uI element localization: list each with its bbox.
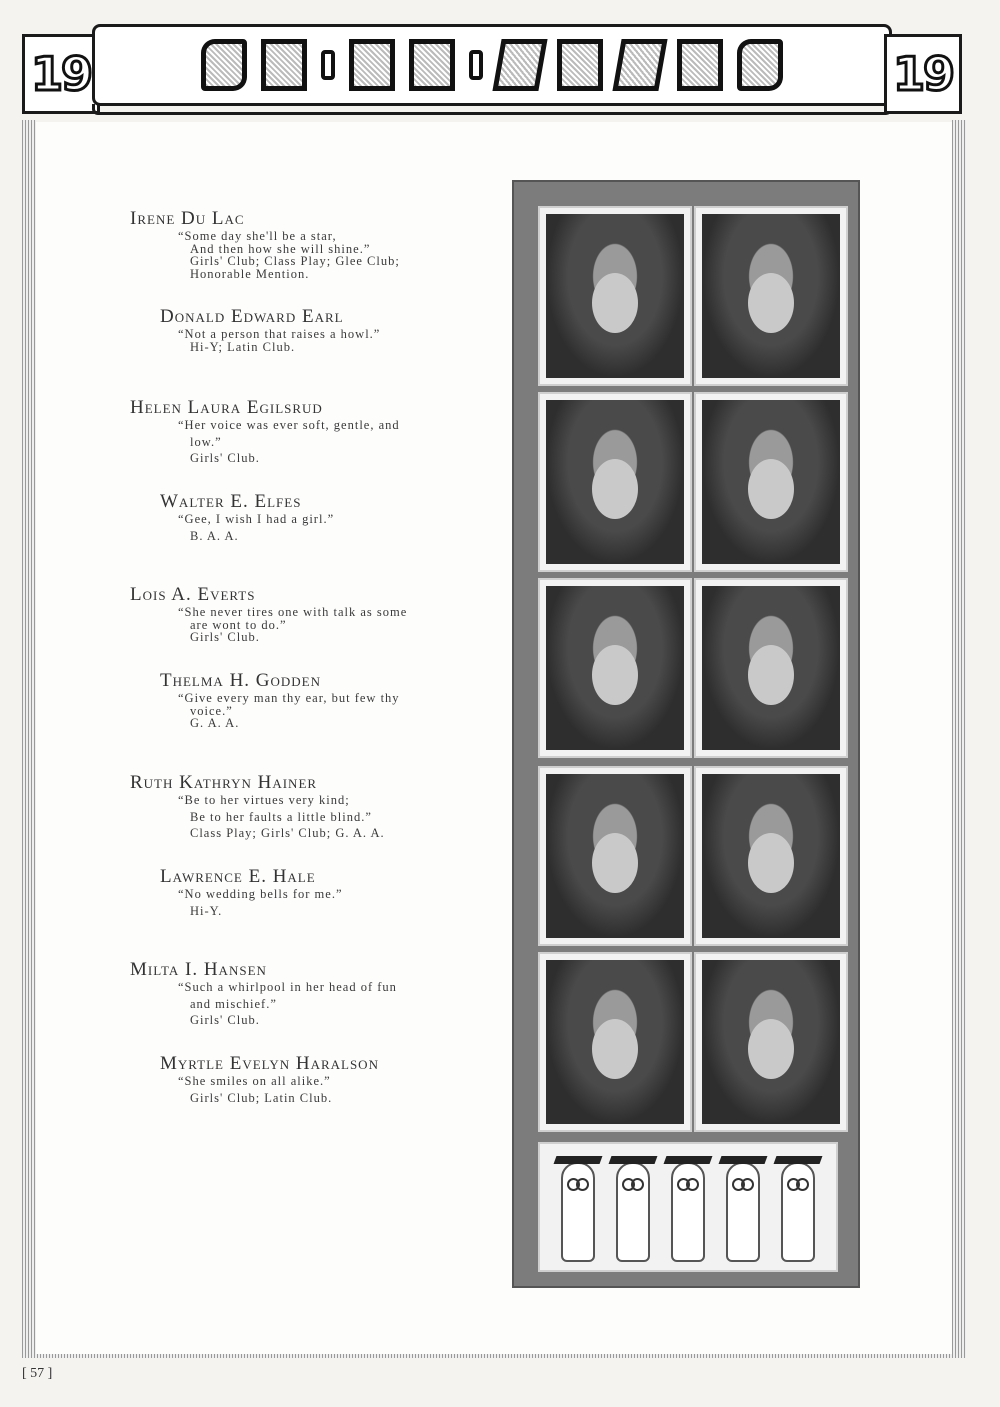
student-name: Lawrence E. Hale	[160, 866, 316, 887]
student-photo	[538, 578, 692, 758]
title-glyph	[409, 39, 455, 91]
bio-line: “No wedding bells for me.”	[178, 887, 343, 901]
student-name: Irene Du Lac	[130, 208, 245, 229]
student-entry	[130, 959, 480, 1027]
title-glyph	[677, 39, 723, 91]
student-entry	[160, 306, 510, 353]
student-photo	[694, 578, 848, 758]
student-photo	[538, 766, 692, 946]
student-name: Walter E. Elfes	[160, 491, 302, 512]
student-name: Milta I. Hansen	[130, 959, 267, 980]
title-glyph	[557, 39, 603, 91]
owl-icon	[781, 1162, 815, 1262]
student-entry	[130, 397, 480, 465]
student-name: Donald Edward Earl	[160, 306, 344, 327]
bio-line: “Her voice was ever soft, gentle, and	[178, 418, 400, 432]
student-bio	[178, 692, 468, 730]
bio-line: “Not a person that raises a howl.”	[178, 327, 381, 341]
student-entry	[160, 670, 510, 730]
student-bio	[178, 1075, 468, 1104]
owl-icon	[671, 1162, 705, 1262]
owl-icon	[561, 1162, 595, 1262]
bio-line: “Gee, I wish I had a girl.”	[178, 512, 335, 526]
bio-line: Girls' Club.	[190, 1013, 260, 1027]
student-bio	[178, 328, 468, 353]
title-glyph	[201, 39, 247, 91]
student-entry	[130, 772, 480, 840]
title-glyph	[321, 50, 335, 80]
owl-icon	[726, 1162, 760, 1262]
student-bio	[178, 981, 468, 1027]
bio-line: Hi-Y.	[190, 903, 223, 918]
bio-line: voice.”	[190, 703, 233, 718]
student-entry	[160, 491, 510, 542]
student-bio	[178, 230, 468, 280]
owl-illustration	[538, 1142, 838, 1272]
student-bio	[178, 606, 468, 644]
bio-line: Girls' Club; Latin Club.	[190, 1090, 333, 1105]
student-photo	[538, 392, 692, 572]
owl-icon	[616, 1162, 650, 1262]
bio-line: Be to her faults a little blind.”	[190, 809, 372, 824]
bio-line: Girls' Club.	[190, 630, 260, 644]
title-glyph	[612, 39, 667, 91]
bio-line: B. A. A.	[190, 528, 239, 543]
title-glyph	[492, 39, 547, 91]
student-photo	[538, 206, 692, 386]
bio-line: “Such a whirlpool in her head of fun	[178, 980, 397, 994]
student-bio	[178, 888, 468, 917]
title-glyph	[469, 50, 483, 80]
student-bio	[178, 513, 468, 542]
bio-line: and mischief.”	[190, 996, 277, 1011]
student-bio	[178, 419, 468, 465]
bio-line: Girls' Club.	[190, 451, 260, 465]
bio-line: Honorable Mention.	[190, 266, 310, 281]
student-name: Thelma H. Godden	[160, 670, 322, 691]
bio-line: “Some day she'll be a star,	[178, 229, 337, 243]
student-photo	[694, 206, 848, 386]
bio-line: “She smiles on all alike.”	[178, 1074, 331, 1088]
bio-line: Hi-Y; Latin Club.	[190, 339, 296, 354]
bio-line: low.”	[190, 434, 222, 449]
student-entry	[130, 584, 480, 644]
bio-line: are wont to do.”	[190, 617, 287, 632]
photo-panel	[512, 180, 860, 1288]
bio-line: Class Play; Girls' Club; G. A. A.	[190, 826, 385, 840]
student-name: Ruth Kathryn Hainer	[130, 772, 318, 793]
student-name: Helen Laura Egilsrud	[130, 397, 323, 418]
year-right-text: 19	[892, 47, 953, 101]
student-photo	[694, 392, 848, 572]
title-glyph	[349, 39, 395, 91]
student-photo	[694, 766, 848, 946]
student-entry	[160, 866, 510, 917]
student-photo	[538, 952, 692, 1132]
bio-line: “Give every man thy ear, but few thy	[178, 691, 400, 705]
title-glyph	[261, 39, 307, 91]
student-entry	[130, 208, 480, 280]
student-bio	[178, 794, 468, 840]
student-entry	[160, 1053, 510, 1104]
bio-line: And then how she will shine.”	[190, 241, 371, 256]
yearbook-banner	[22, 22, 962, 114]
student-photo	[694, 952, 848, 1132]
bio-line: “She never tires one with talk as some	[178, 605, 408, 619]
year-right-block	[884, 34, 962, 114]
student-name: Myrtle Evelyn Haralson	[160, 1053, 379, 1074]
year-left-text: 19	[30, 47, 91, 101]
page-number: [ 57 ]	[22, 1366, 53, 1381]
decorative-title-scroll	[92, 24, 892, 106]
bio-line: Girls' Club; Class Play; Glee Club;	[190, 254, 400, 268]
student-name: Lois A. Everts	[130, 584, 256, 605]
title-glyph	[737, 39, 783, 91]
bio-line: “Be to her virtues very kind;	[178, 793, 350, 807]
bio-line: G. A. A.	[190, 716, 240, 730]
year-left-block	[22, 34, 100, 114]
